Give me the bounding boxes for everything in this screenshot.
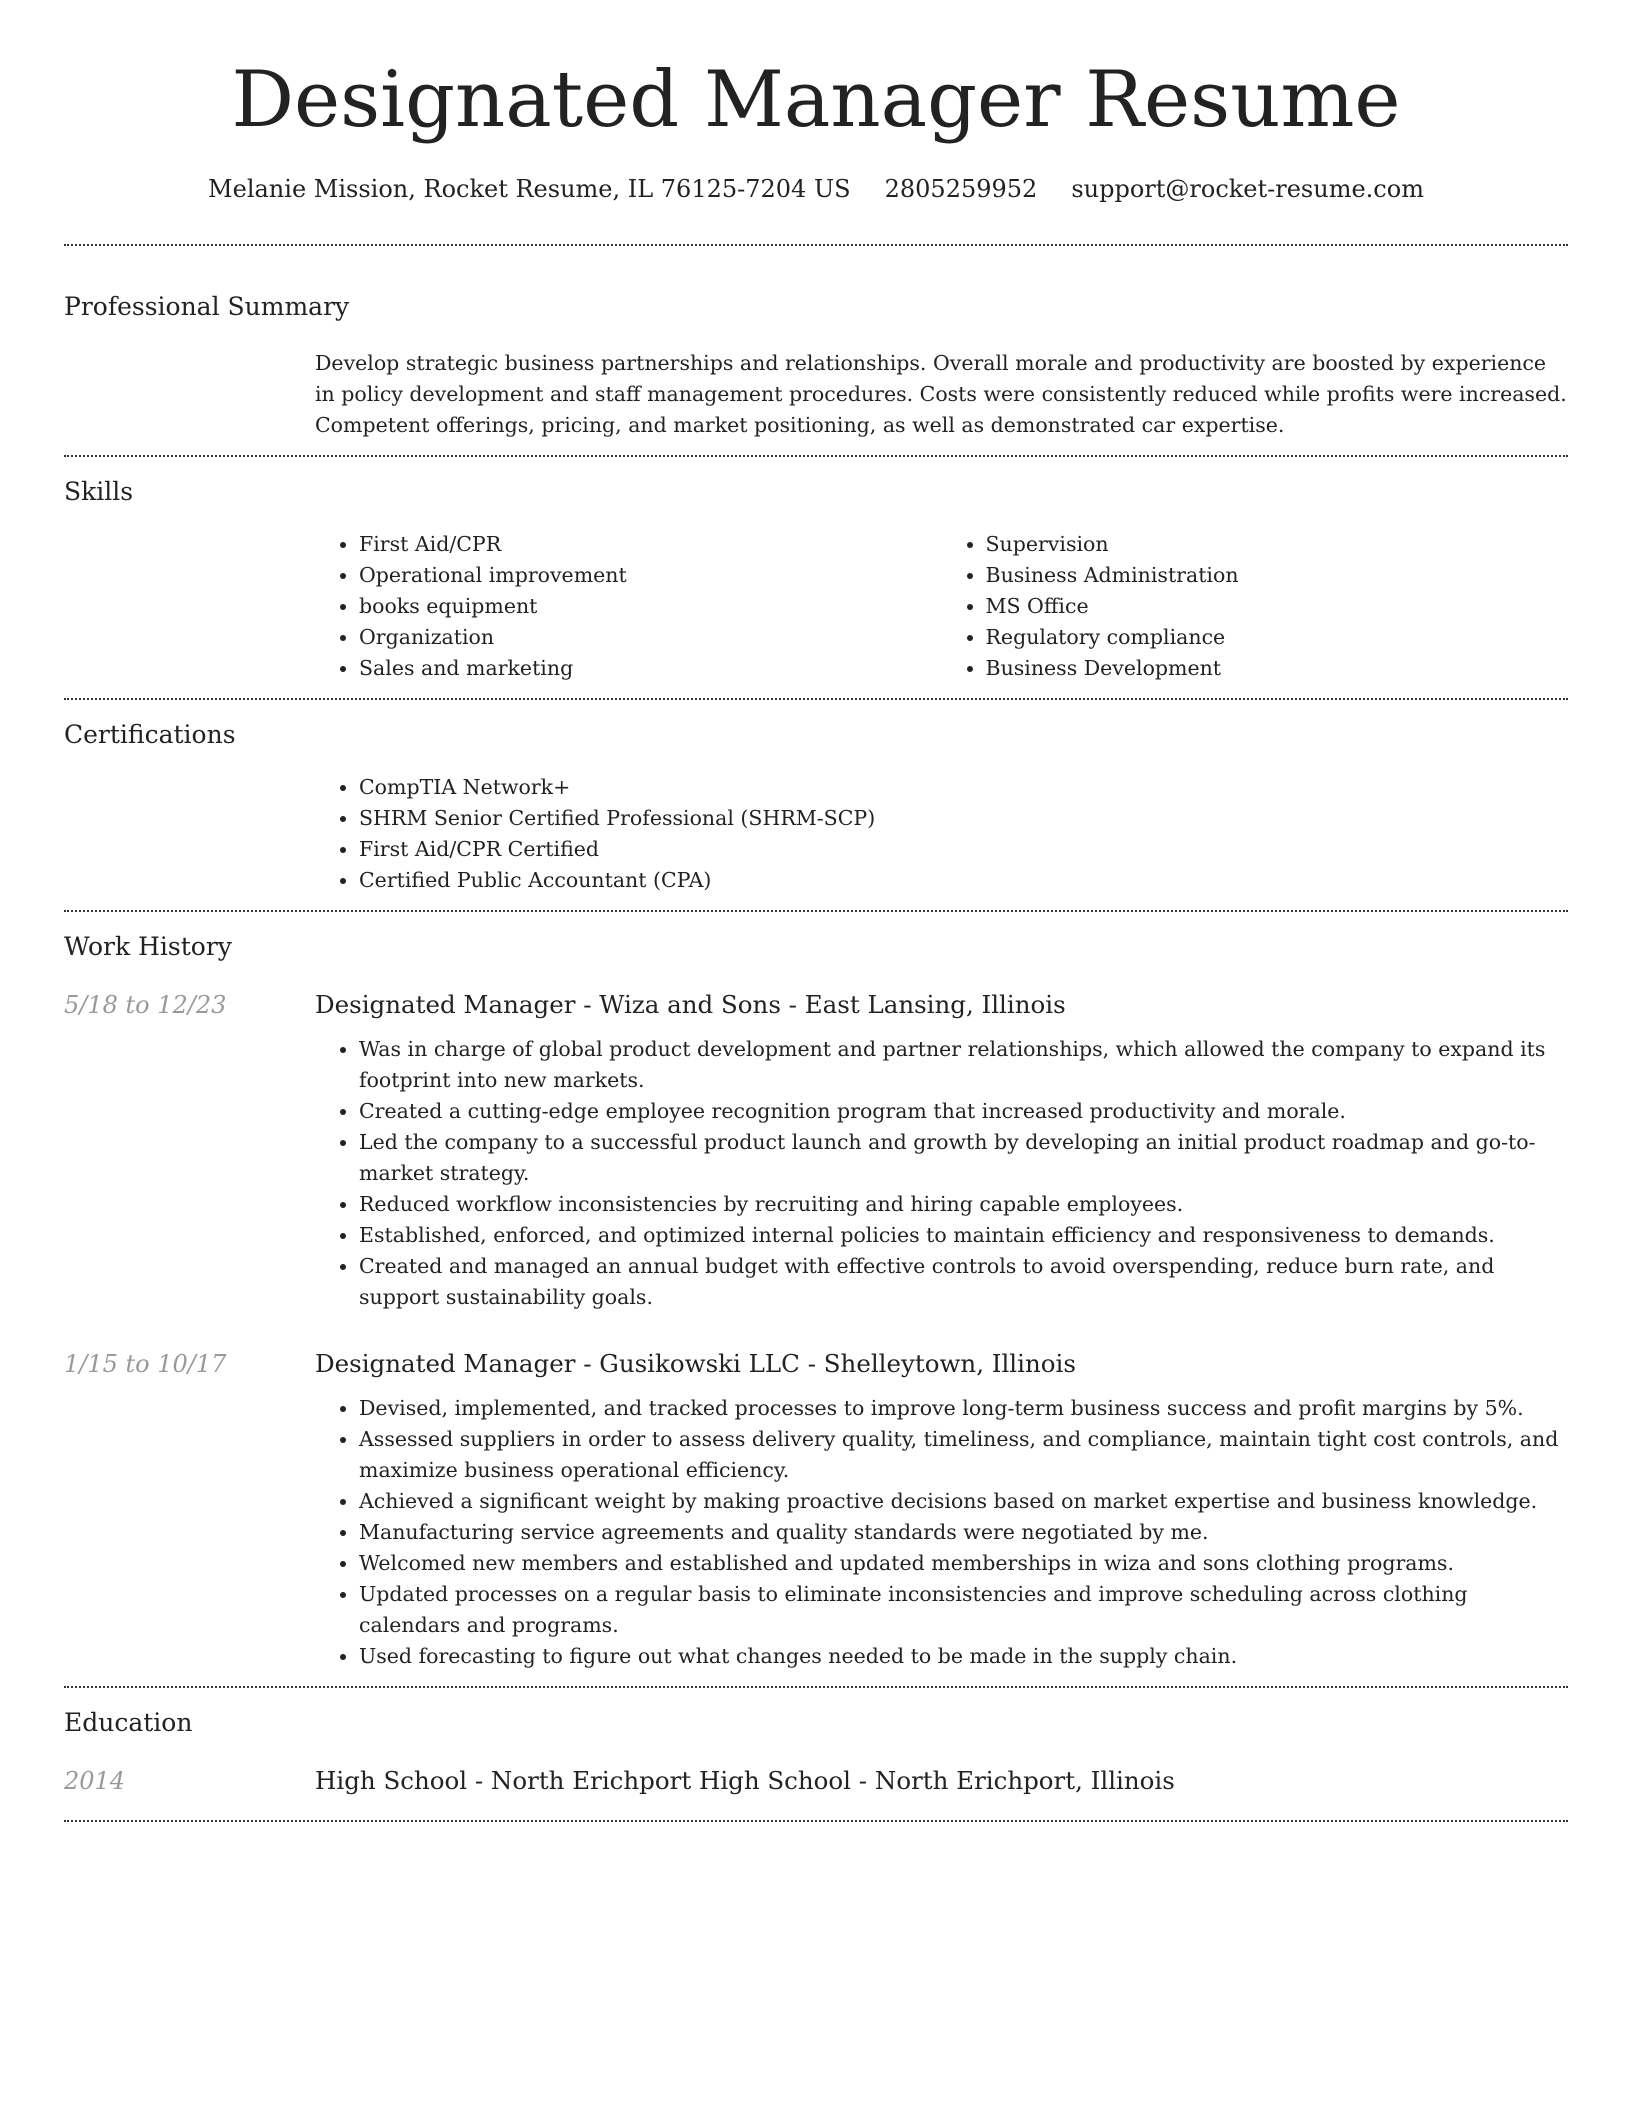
- job-bullet: • Was in charge of global product development and partner relationships, which allowed the company to expand its footprint into new markets.: [359, 1034, 1568, 1096]
- job-details: [315, 988, 1568, 1313]
- job-entry: [64, 1347, 1568, 1672]
- summary-heading: Professional Summary: [64, 292, 350, 321]
- certification-item: • CompTIA Network+: [359, 772, 1568, 803]
- job-details: [315, 1347, 1568, 1672]
- resume-header: [64, 0, 1568, 204]
- skills-heading: Skills: [64, 477, 134, 506]
- job-dates: 5/18 to 12/23: [64, 991, 227, 1019]
- job-bullet: • Used forecasting to figure out what changes needed to be made in the supply chain.: [359, 1641, 1568, 1672]
- education-year: 2014: [64, 1767, 126, 1795]
- skills-list-right: [942, 529, 1569, 684]
- skills-list-left: [315, 529, 942, 684]
- contact-line: [64, 174, 1568, 204]
- skill-item: • Business Administration: [986, 560, 1569, 591]
- skills-section: [64, 457, 1568, 698]
- skill-item: • Sales and marketing: [359, 653, 942, 684]
- job-bullet: • Established, enforced, and optimized internal policies to maintain efficiency and responsiveness to demands.: [359, 1220, 1568, 1251]
- certification-item: • Certified Public Accountant (CPA): [359, 865, 1568, 896]
- job-bullet: • Updated processes on a regular basis to eliminate inconsistencies and improve scheduling across clothing calendars and programs.: [359, 1579, 1568, 1641]
- skills-columns: [315, 529, 1568, 684]
- job-bullet: • Assessed suppliers in order to assess delivery quality, timeliness, and compliance, maintain tight cost controls, and maximize business operational efficiency.: [359, 1424, 1568, 1486]
- skill-item: • books equipment: [359, 591, 942, 622]
- certification-item: • SHRM Senior Certified Professional (SHRM-SCP): [359, 803, 1568, 834]
- certifications-body: [315, 772, 1568, 896]
- summary-text: Develop strategic business partnerships and relationships. Overall morale and productivity are boosted by experience in policy development and staff management procedures. Costs were consistently reduced while profits were increased. Competent offerings, pricing, and market positioning, as well as demonstrated car expertise.: [315, 351, 1567, 437]
- summary-section: [64, 246, 1568, 455]
- skill-item: • Organization: [359, 622, 942, 653]
- skill-item: • MS Office: [986, 591, 1569, 622]
- job-bullet: • Welcomed new members and established and updated memberships in wiza and sons clothing programs.: [359, 1548, 1568, 1579]
- certifications-list: [315, 772, 1568, 896]
- job-title: Designated Manager - Wiza and Sons - East Lansing, Illinois: [315, 990, 1066, 1019]
- education-section: [64, 1688, 1568, 1820]
- job-bullets: [315, 1034, 1568, 1313]
- certification-item: • First Aid/CPR Certified: [359, 834, 1568, 865]
- page-title: Designated Manager Resume: [231, 55, 1401, 145]
- education-detail: High School - North Erichport High School - North Erichport, Illinois: [315, 1766, 1175, 1795]
- skill-item: • Business Development: [986, 653, 1569, 684]
- education-entry: [64, 1764, 1568, 1806]
- job-bullet: • Achieved a significant weight by making proactive decisions based on market expertise and business knowledge.: [359, 1486, 1568, 1517]
- job-bullet: • Manufacturing service agreements and quality standards were negotiated by me.: [359, 1517, 1568, 1548]
- job-dates: 1/15 to 10/17: [64, 1350, 227, 1378]
- work-history-section: [64, 912, 1568, 1686]
- contact-phone: 2805259952: [884, 175, 1038, 203]
- footer-divider: [64, 1820, 1568, 1822]
- job-title: Designated Manager - Gusikowski LLC - Shelleytown, Illinois: [315, 1349, 1076, 1378]
- skill-item: • Supervision: [986, 529, 1569, 560]
- work-history-heading: Work History: [64, 932, 232, 961]
- job-bullet: • Led the company to a successful product launch and growth by developing an initial product roadmap and go-to-market strategy.: [359, 1127, 1568, 1189]
- education-heading: Education: [64, 1708, 193, 1737]
- job-entry: [64, 988, 1568, 1313]
- job-bullet: • Reduced workflow inconsistencies by recruiting and hiring capable employees.: [359, 1189, 1568, 1220]
- job-bullet: • Devised, implemented, and tracked processes to improve long-term business success and profit margins by 5%.: [359, 1393, 1568, 1424]
- skill-item: • First Aid/CPR: [359, 529, 942, 560]
- contact-address: Melanie Mission, Rocket Resume, IL 76125-7204 US: [208, 175, 851, 203]
- job-bullet: • Created a cutting-edge employee recognition program that increased productivity and morale.: [359, 1096, 1568, 1127]
- skill-item: • Operational improvement: [359, 560, 942, 591]
- skill-item: • Regulatory compliance: [986, 622, 1569, 653]
- job-bullets: [315, 1393, 1568, 1672]
- contact-email: support@rocket-resume.com: [1071, 175, 1424, 203]
- certifications-section: [64, 700, 1568, 910]
- job-bullet: • Created and managed an annual budget with effective controls to avoid overspending, reduce burn rate, and support sustainability goals.: [359, 1251, 1568, 1313]
- certifications-heading: Certifications: [64, 720, 236, 749]
